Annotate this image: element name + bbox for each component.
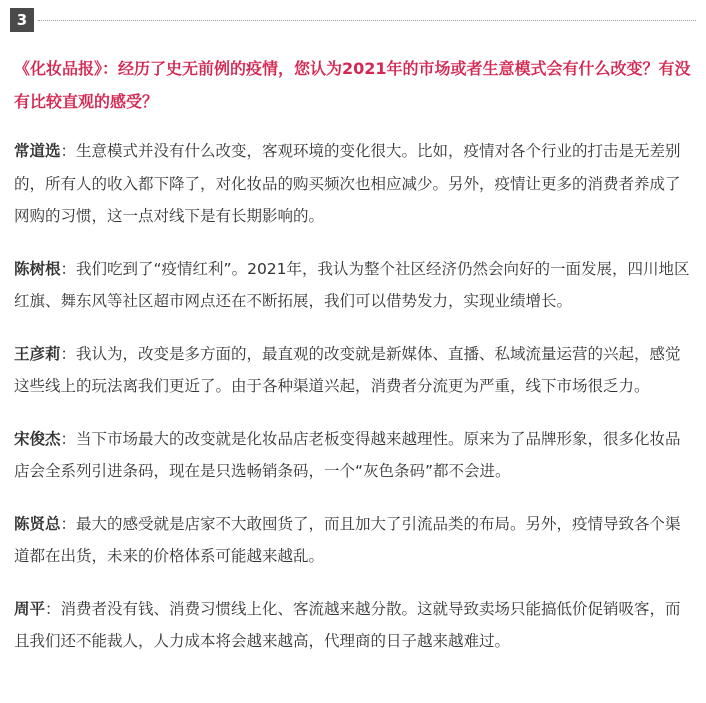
question-source: 《化妆品报》 [14, 59, 103, 78]
answer-paragraph [14, 253, 694, 318]
section-header [10, 8, 696, 32]
answer-text: ：消费者没有钱、消费习惯线上化、客流越来越分散。这就导致卖场只能搞低价促销吸客，而且我们还不能裁人，人力成本将会越来越高，代理商的日子越来越难过。 [14, 599, 681, 650]
answer-paragraph [14, 508, 694, 573]
answer-paragraph [14, 423, 694, 488]
answer-speaker: 宋俊杰 [14, 429, 61, 448]
answer-text: ：我们吃到了“疫情红利”。2021年，我认为整个社区经济仍然会向好的一面发展，四川地区红旗、舞东风等社区超市网点还在不断拓展，我们可以借势发力，实现业绩增长。 [14, 259, 690, 310]
answer-speaker: 陈贤总 [14, 514, 61, 533]
article-body [14, 52, 694, 678]
answer-paragraph [14, 135, 694, 233]
answer-text: ：我认为，改变是多方面的，最直观的改变就是新媒体、直播、私域流量运营的兴起，感觉这些线上的玩法离我们更近了。由于各种渠道兴起，消费者分流更为严重，线下市场很乏力。 [14, 344, 681, 395]
answer-text: ：最大的感受就是店家不大敢囤货了，而且加大了引流品类的布局。另外，疫情导致各个渠道都在出货，未来的价格体系可能越来越乱。 [14, 514, 681, 565]
section-number-badge: 3 [10, 8, 34, 32]
answer-paragraph [14, 338, 694, 403]
answer-speaker: 常道选 [14, 142, 61, 160]
question-text: ：经历了史无前例的疫情，您认为2021年的市场或者生意模式会有什么改变？有没有比较直观的感受？ [14, 59, 691, 111]
answer-speaker: 陈树根 [14, 259, 61, 278]
answer-text: ：当下市场最大的改变就是化妆品店老板变得越来越理性。原来为了品牌形象，很多化妆品店会全系列引进条码，现在是只选畅销条码，一个“灰色条码”都不会进。 [14, 429, 681, 480]
answer-speaker: 周平 [14, 599, 46, 618]
answer-text: ：生意模式并没有什么改变，客观环境的变化很大。比如，疫情对各个行业的打击是无差别的，所有人的收入都下降了，对化妆品的购买频次也相应减少。另外，疫情让更多的消费者养成了网购的习惯，这一点对线下是有长期影响的。 [14, 142, 681, 225]
answer-speaker: 王彦莉 [14, 344, 61, 363]
question-paragraph [14, 52, 694, 118]
answer-paragraph [14, 593, 694, 658]
section-divider [38, 20, 696, 21]
